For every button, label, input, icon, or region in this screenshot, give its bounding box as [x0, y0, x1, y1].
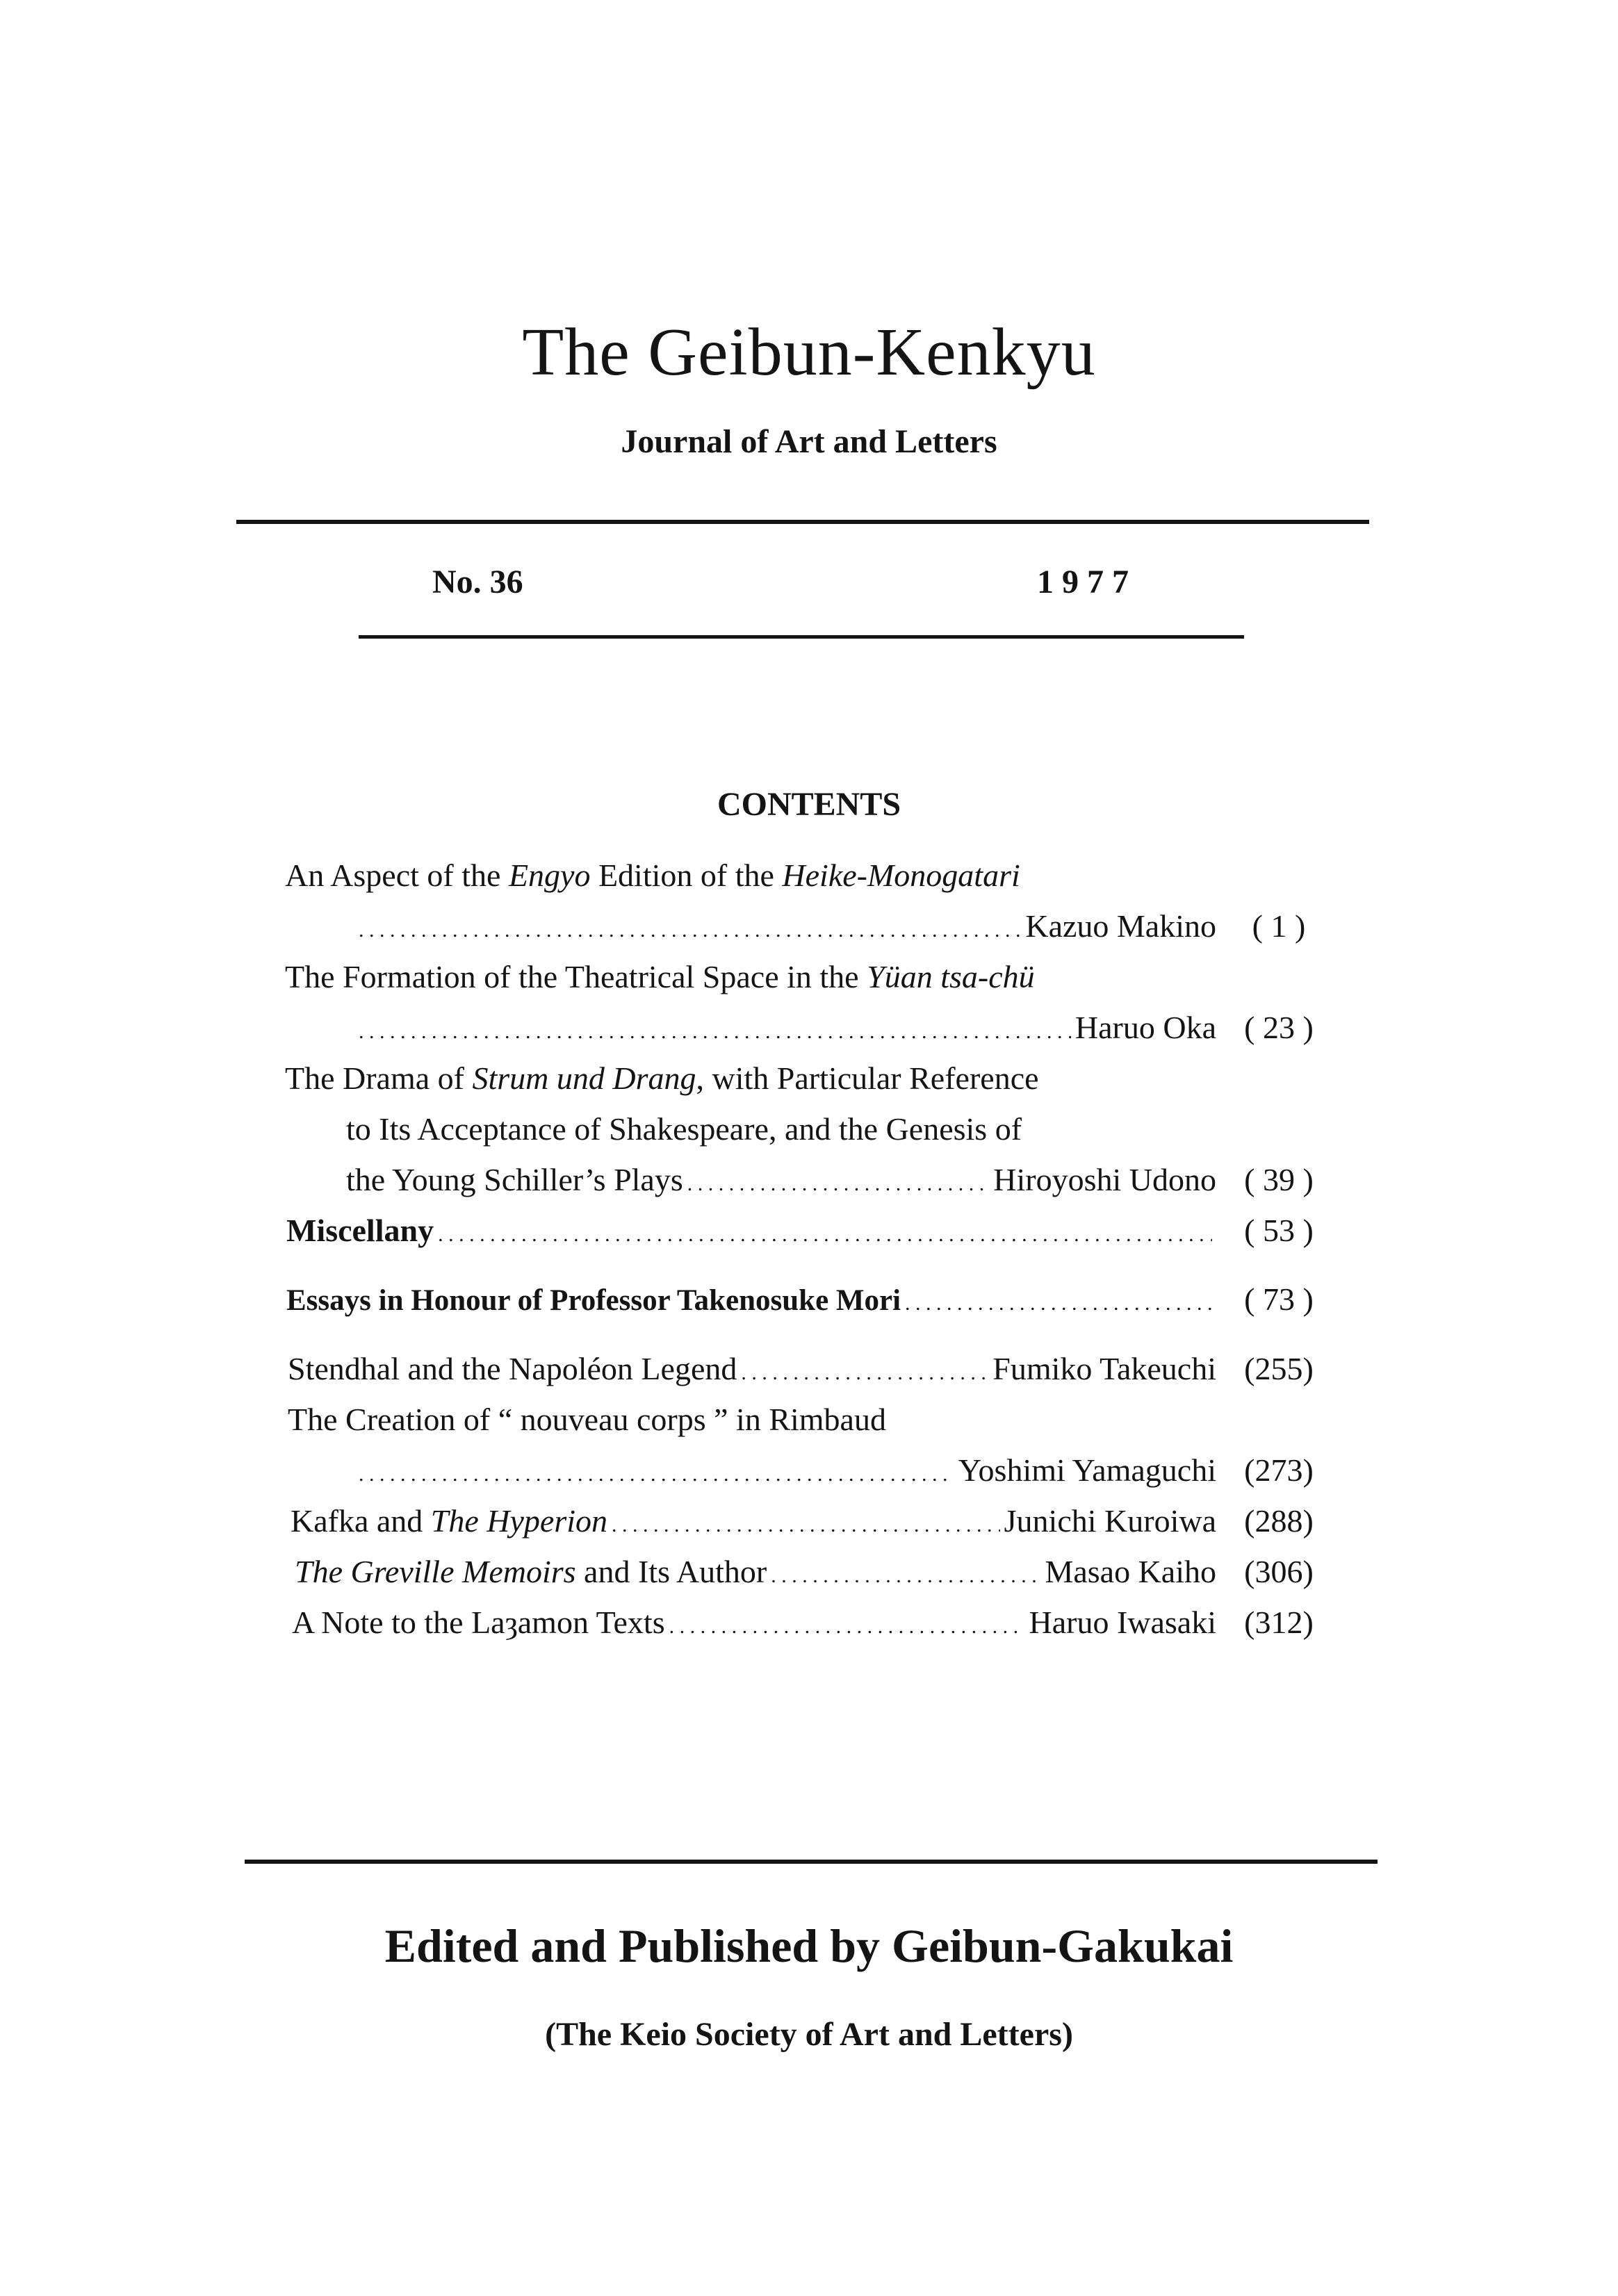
leader-dots [669, 1603, 1025, 1646]
toc-entry-3-author: Hiroyoshi Udono [993, 1162, 1216, 1197]
toc-entry-7-page: (273) [1244, 1452, 1314, 1488]
toc-entry-1-author: Kazuo Makino [1025, 908, 1216, 944]
leader-dots [359, 1008, 1071, 1051]
bottom-rule [245, 1860, 1378, 1864]
toc-entry-3-title [285, 1059, 1039, 1098]
toc-italic: Engyo [508, 858, 591, 893]
leader-dots [741, 1350, 988, 1393]
leader-dots [359, 1451, 954, 1494]
leader-dots [438, 1211, 1212, 1254]
toc-entry-7-title: The Creation of “ nouveau corps ” in Rimbaud [288, 1402, 886, 1437]
publisher-line: Edited and Published by Geibun-Gakukai [384, 1919, 1234, 1972]
issue-number: No. 36 [432, 564, 523, 600]
leader-dots [359, 907, 1021, 950]
toc-entry-2-author: Haruo Oka [1074, 1010, 1216, 1045]
toc-entry-10-page: (312) [1244, 1605, 1314, 1640]
toc-entry-8-page: (288) [1244, 1503, 1314, 1539]
toc-entry-10-author: Haruo Iwasaki [1029, 1605, 1216, 1640]
toc-text: The Drama of [285, 1060, 473, 1096]
toc-entry-7-author: Yoshimi Yamaguchi [958, 1452, 1216, 1488]
toc-entry-9-row [295, 1552, 1216, 1596]
toc-entry-3-page: ( 39 ) [1244, 1162, 1314, 1197]
journal-subtitle: Journal of Art and Letters [621, 423, 997, 460]
toc-text: An Aspect of the [285, 858, 509, 893]
toc-entry-5-title: Essays in Honour of Professor Takenosuke Mori [286, 1284, 901, 1317]
toc-entry-8-title [291, 1502, 607, 1541]
leader-dots [905, 1280, 1212, 1323]
toc-entry-1-title [285, 856, 1020, 895]
toc-entry-3-line3: the Young Schiller’s Plays [346, 1162, 683, 1197]
toc-entry-6-author: Fumiko Takeuchi [992, 1351, 1216, 1386]
contents-heading: CONTENTS [717, 786, 901, 823]
toc-entry-3-line2: to Its Acceptance of Shakespeare, and the Genesis of [346, 1111, 1022, 1147]
toc-entry-8-row [291, 1502, 1216, 1545]
toc-text: The Formation of the Theatrical Space in the [285, 959, 867, 994]
toc-entry-9-page: (306) [1244, 1554, 1314, 1589]
toc-entry-6-page: (255) [1244, 1351, 1314, 1386]
toc-entry-7-author-row [354, 1451, 1216, 1494]
toc-entry-6-title: Stendhal and the Napoléon Legend [288, 1351, 737, 1386]
toc-entry-2-page: ( 23 ) [1244, 1010, 1314, 1045]
toc-entry-10-row [292, 1603, 1216, 1646]
toc-italic: Heike-Monogatari [782, 858, 1020, 893]
leader-dots [771, 1552, 1040, 1596]
leader-dots [687, 1161, 990, 1204]
toc-entry-2-title [285, 958, 1035, 997]
toc-entry-4-page: ( 53 ) [1244, 1213, 1314, 1248]
toc-entry-1-author-row [354, 907, 1216, 950]
toc-entry-8-author: Junichi Kuroiwa [1004, 1503, 1216, 1539]
toc-entry-6-row [288, 1350, 1216, 1393]
toc-italic: The Greville Memoirs [295, 1554, 576, 1589]
toc-entry-4-row [286, 1211, 1216, 1254]
toc-entry-5-row [286, 1280, 1216, 1323]
toc-entry-2-author-row [354, 1008, 1216, 1051]
society-line: (The Keio Society of Art and Letters) [545, 2016, 1073, 2053]
toc-entry-9-author: Masao Kaiho [1045, 1554, 1216, 1589]
toc-text: , with Particular Reference [696, 1060, 1039, 1096]
toc-text: Edition of the [590, 858, 783, 893]
toc-text: Kafka and [291, 1503, 431, 1539]
journal-title: The Geibun-Kenkyu [522, 315, 1096, 390]
toc-entry-1-page: ( 1 ) [1252, 908, 1306, 944]
toc-italic: Yüan tsa-chü [867, 959, 1035, 994]
toc-entry-3-author-row [346, 1161, 1216, 1204]
toc-entry-9-title [295, 1552, 767, 1591]
toc-entry-4-title: Miscellany [286, 1213, 434, 1248]
issue-year: 1 9 7 7 [1037, 564, 1129, 600]
leader-dots [612, 1502, 1000, 1545]
toc-text: and Its Author [575, 1554, 767, 1589]
toc-entry-5-page: ( 73 ) [1244, 1281, 1314, 1317]
toc-entry-10-title: A Note to the Laȝamon Texts [292, 1605, 665, 1640]
toc-italic: The Hyperion [430, 1503, 608, 1539]
toc-italic: Strum und Drang [472, 1060, 696, 1096]
